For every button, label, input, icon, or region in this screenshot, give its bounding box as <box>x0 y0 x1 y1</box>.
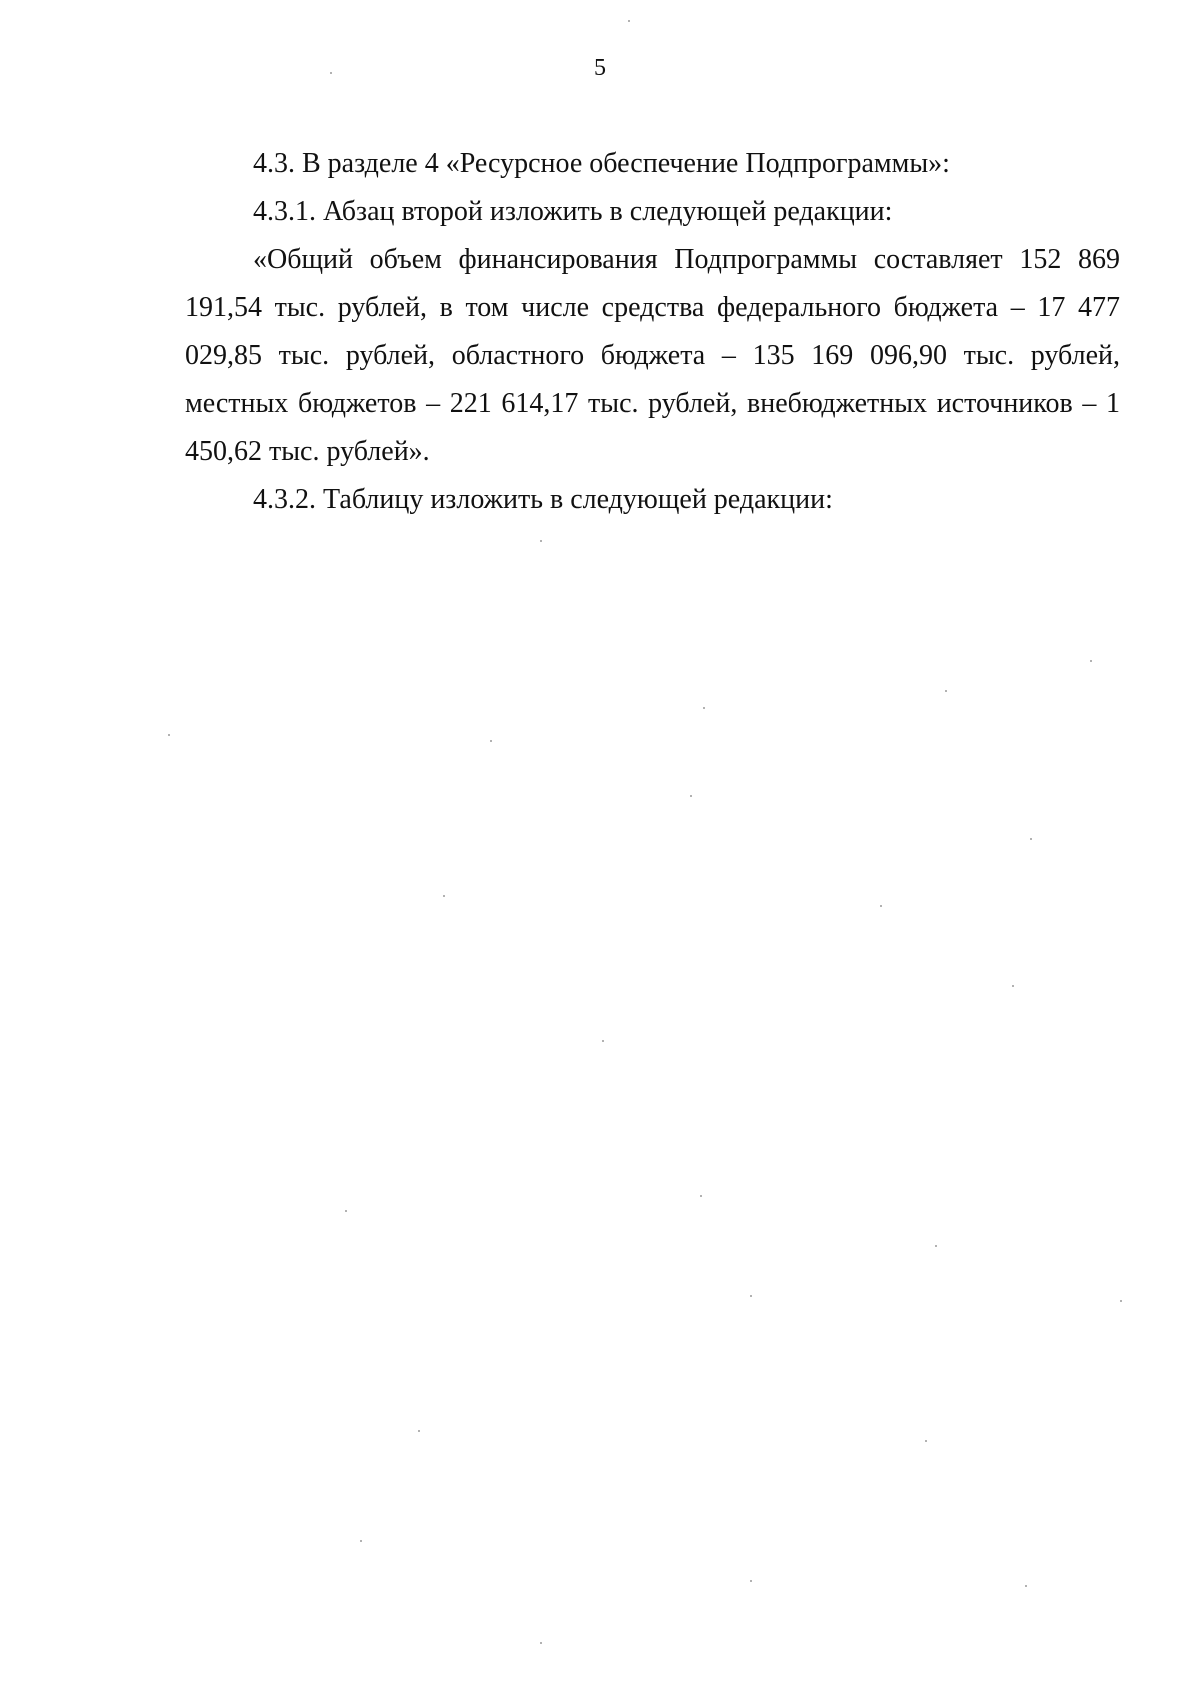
scan-speck <box>540 1642 542 1644</box>
scan-speck <box>1030 838 1032 840</box>
scan-speck <box>1120 1300 1122 1302</box>
scan-speck <box>750 1580 752 1582</box>
scan-speck <box>345 1210 347 1212</box>
scan-speck <box>602 1040 604 1042</box>
scan-speck <box>945 690 947 692</box>
scan-speck <box>880 905 882 907</box>
scan-speck <box>628 20 630 22</box>
scan-speck <box>490 740 492 742</box>
scan-speck <box>1090 660 1092 662</box>
scan-speck <box>443 895 445 897</box>
financing-quote-paragraph: «Общий объем финансирования Подпрограммы составляет 152 869 191,54 тыс. рублей, в том числе средства федерального бюджета – 17 477 029,85 тыс. рублей, областного бюджета – 135 169 096,90 тыс. рублей, местных бюджетов – 221 614,17 тыс. рублей, внебюджетных источников – 1 450,62 тыс. рублей». <box>185 244 1120 467</box>
scan-speck <box>750 1295 752 1297</box>
scan-speck <box>168 734 170 736</box>
scan-speck <box>1025 1585 1027 1587</box>
scan-speck <box>360 1540 362 1542</box>
item-4-3-2: 4.3.2. Таблицу изложить в следующей редакции: <box>253 484 833 515</box>
page-number: 5 <box>594 55 606 81</box>
scan-speck <box>690 795 692 797</box>
scan-speck <box>330 72 332 74</box>
document-body <box>185 140 1120 524</box>
item-4-3-1: 4.3.1. Абзац второй изложить в следующей редакции: <box>253 196 893 227</box>
section-heading: 4.3. В разделе 4 «Ресурсное обеспечение Подпрограммы»: <box>253 148 950 179</box>
scan-speck <box>703 707 705 709</box>
scan-speck <box>540 540 542 542</box>
scan-speck <box>1012 985 1014 987</box>
scan-speck <box>925 1440 927 1442</box>
scan-speck <box>418 1430 420 1432</box>
scan-speck <box>935 1245 937 1247</box>
scan-speck <box>700 1195 702 1197</box>
